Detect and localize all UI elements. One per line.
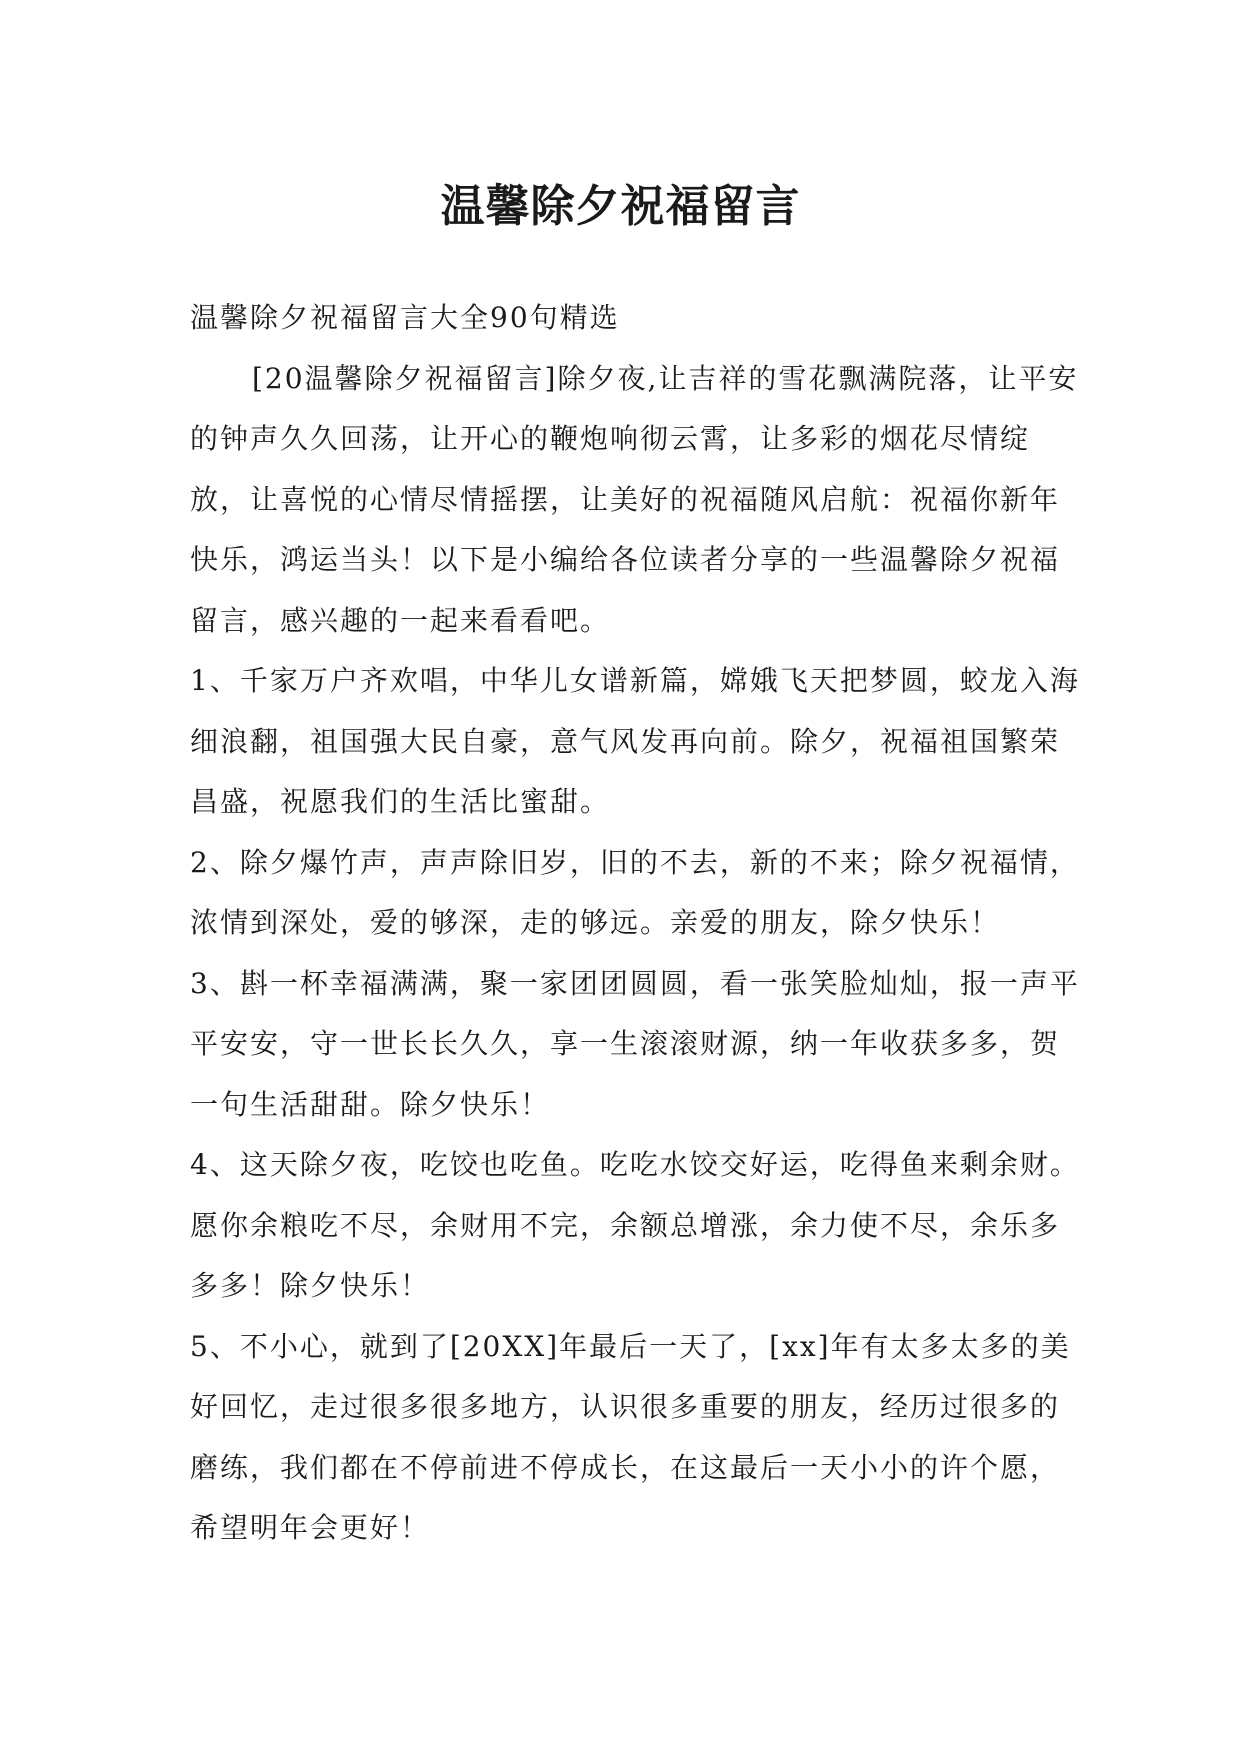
document-subtitle: 温馨除夕祝福留言大全90句精选 [190, 301, 620, 334]
document-title: 温馨除夕祝福留言 [440, 181, 801, 233]
document-body [190, 288, 1080, 1559]
list-item: 4、这天除夕夜，吃饺也吃鱼。吃吃水饺交好运，吃得鱼来剩余财。愿你余粮吃不尽，余财用不完，余额总增涨，余力使不尽，余乐多多多！除夕快乐！ [190, 1148, 1080, 1302]
list-item: 2、除夕爆竹声，声声除旧岁，旧的不去，新的不来；除夕祝福情，浓情到深处，爱的够深，走的够远。亲爱的朋友，除夕快乐！ [190, 845, 1080, 939]
list-item: 3、斟一杯幸福满满，聚一家团团圆圆，看一张笑脸灿灿，报一声平平安安，守一世长长久久，享一生滚滚财源，纳一年收获多多，贺一句生活甜甜。除夕快乐！ [190, 966, 1080, 1121]
intro-paragraph: [20温馨除夕祝福留言]除夕夜,让吉祥的雪花飘满院落，让平安的钟声久久回荡，让开心的鞭炮响彻云霄，让多彩的烟花尽情绽放，让喜悦的心情尽情摇摆，让美好的祝福随风启航：祝福你新年快乐，鸿运当头！以下是小编给各位读者分享的一些温馨除夕祝福留言，感兴趣的一起来看看吧。 [190, 361, 1079, 637]
list-item: 5、不小心，就到了[20XX]年最后一天了，[xx]年有太多太多的美好回忆，走过很多很多地方，认识很多重要的朋友，经历过很多的磨练，我们都在不停前进不停成长，在这最后一天小小的许个愿，希望明年会更好！ [190, 1329, 1071, 1544]
list-item: 1、千家万户齐欢唱，中华儿女谱新篇，嫦娥飞天把梦圆，蛟龙入海细浪翻，祖国强大民自豪，意气风发再向前。除夕，祝福祖国繁荣昌盛，祝愿我们的生活比蜜甜。 [190, 664, 1080, 818]
